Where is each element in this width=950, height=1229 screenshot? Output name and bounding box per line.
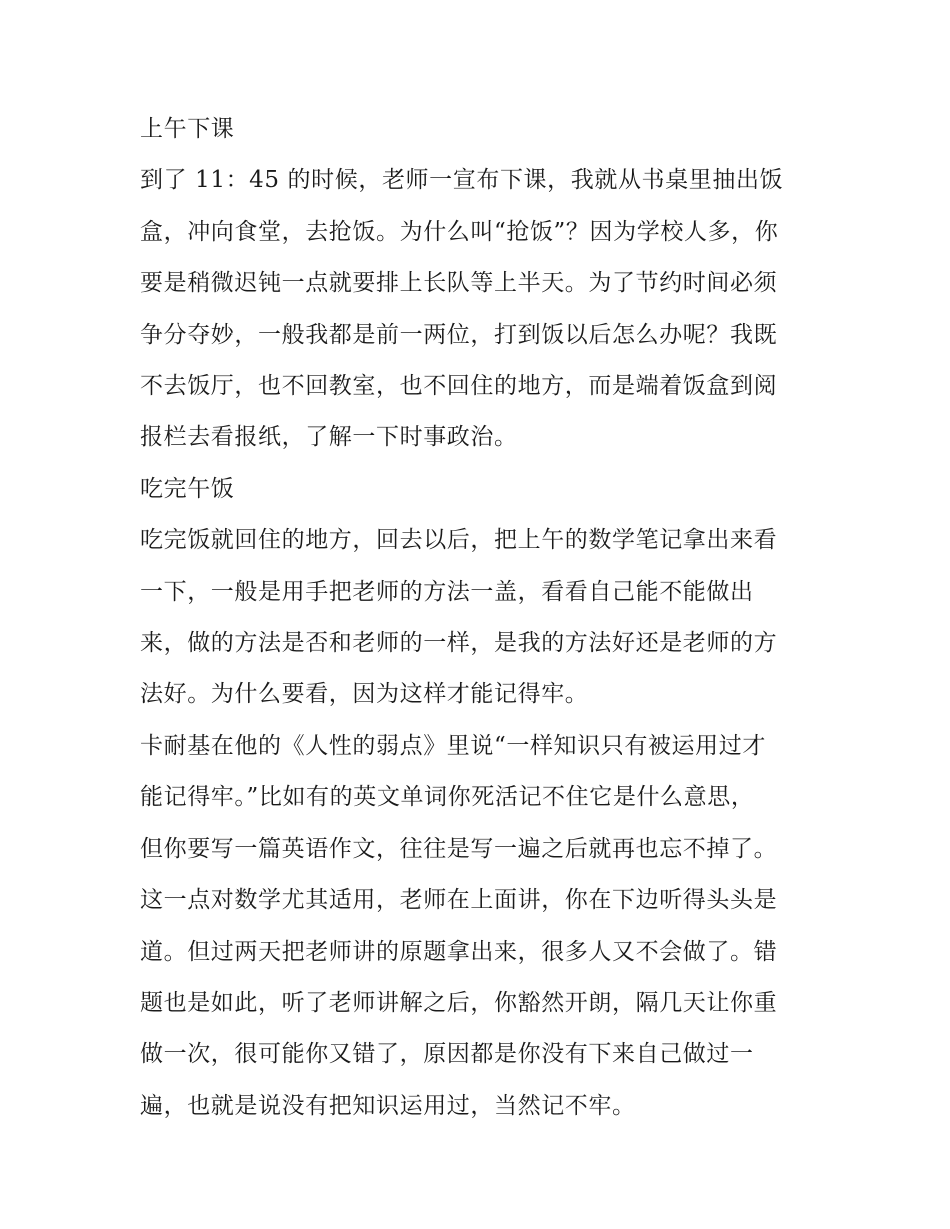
text-line: 遍，也就是说没有把知识运用过，当然记不牢。: [140, 1092, 636, 1119]
text-line: 来，做的方法是否和老师的一样，是我的方法好还是老师的方: [140, 630, 778, 657]
text-line: 但你要写一篇英语作文，往往是写一遍之后就再也忘不掉了。: [140, 835, 778, 862]
text-line: 题也是如此，听了老师讲解之后，你豁然开朗，隔几天让你重: [140, 989, 778, 1016]
text-line: 吃完饭就回住的地方，回去以后，把上午的数学笔记拿出来看: [140, 527, 778, 554]
paragraph-carnegie-quote: [140, 721, 815, 1132]
text-line: 这一点对数学尤其适用，老师在上面讲，你在下边听得头头是: [140, 887, 778, 914]
text-line: 道。但过两天把老师讲的原题拿出来，很多人又不会做了。错: [140, 938, 778, 965]
text-line: 一下，一般是用手把老师的方法一盖，看看自己能不能做出: [140, 578, 754, 605]
text-line: 吃完午饭: [140, 475, 235, 502]
heading-morning-class-end: [140, 104, 815, 155]
text-line: 到了 11：45 的时候，老师一宣布下课，我就从书桌里抽出饭: [140, 167, 784, 194]
document-body: [140, 104, 815, 1132]
text-line: 能记得牢。”比如有的英文单词你死活记不住它是什么意思，: [140, 784, 755, 811]
text-line: 报栏去看报纸，了解一下时事政治。: [140, 424, 518, 451]
paragraph-rush-for-lunch: [140, 155, 815, 463]
text-line: 上午下课: [140, 116, 235, 142]
text-line: 法好。为什么要看，因为这样才能记得牢。: [140, 681, 589, 708]
text-line: 争分夺妙，一般我都是前一两位，打到饭以后怎么办呢？我既: [140, 321, 778, 348]
text-line: 不去饭厅，也不回教室，也不回住的地方，而是端着饭盒到阅: [140, 373, 778, 400]
text-line: 卡耐基在他的《人性的弱点》里说“一样知识只有被运用过才: [140, 732, 766, 759]
paragraph-review-notes: [140, 515, 815, 721]
text-line: 要是稍微迟钝一点就要排上长队等上半天。为了节约时间必须: [140, 270, 778, 297]
text-line: 盒，冲向食堂，去抢饭。为什么叫“抢饭”？因为学校人多，你: [140, 218, 779, 245]
text-line: 做一次，很可能你又错了，原因都是你没有下来自己做过一: [140, 1041, 754, 1068]
heading-after-lunch: [140, 464, 815, 515]
